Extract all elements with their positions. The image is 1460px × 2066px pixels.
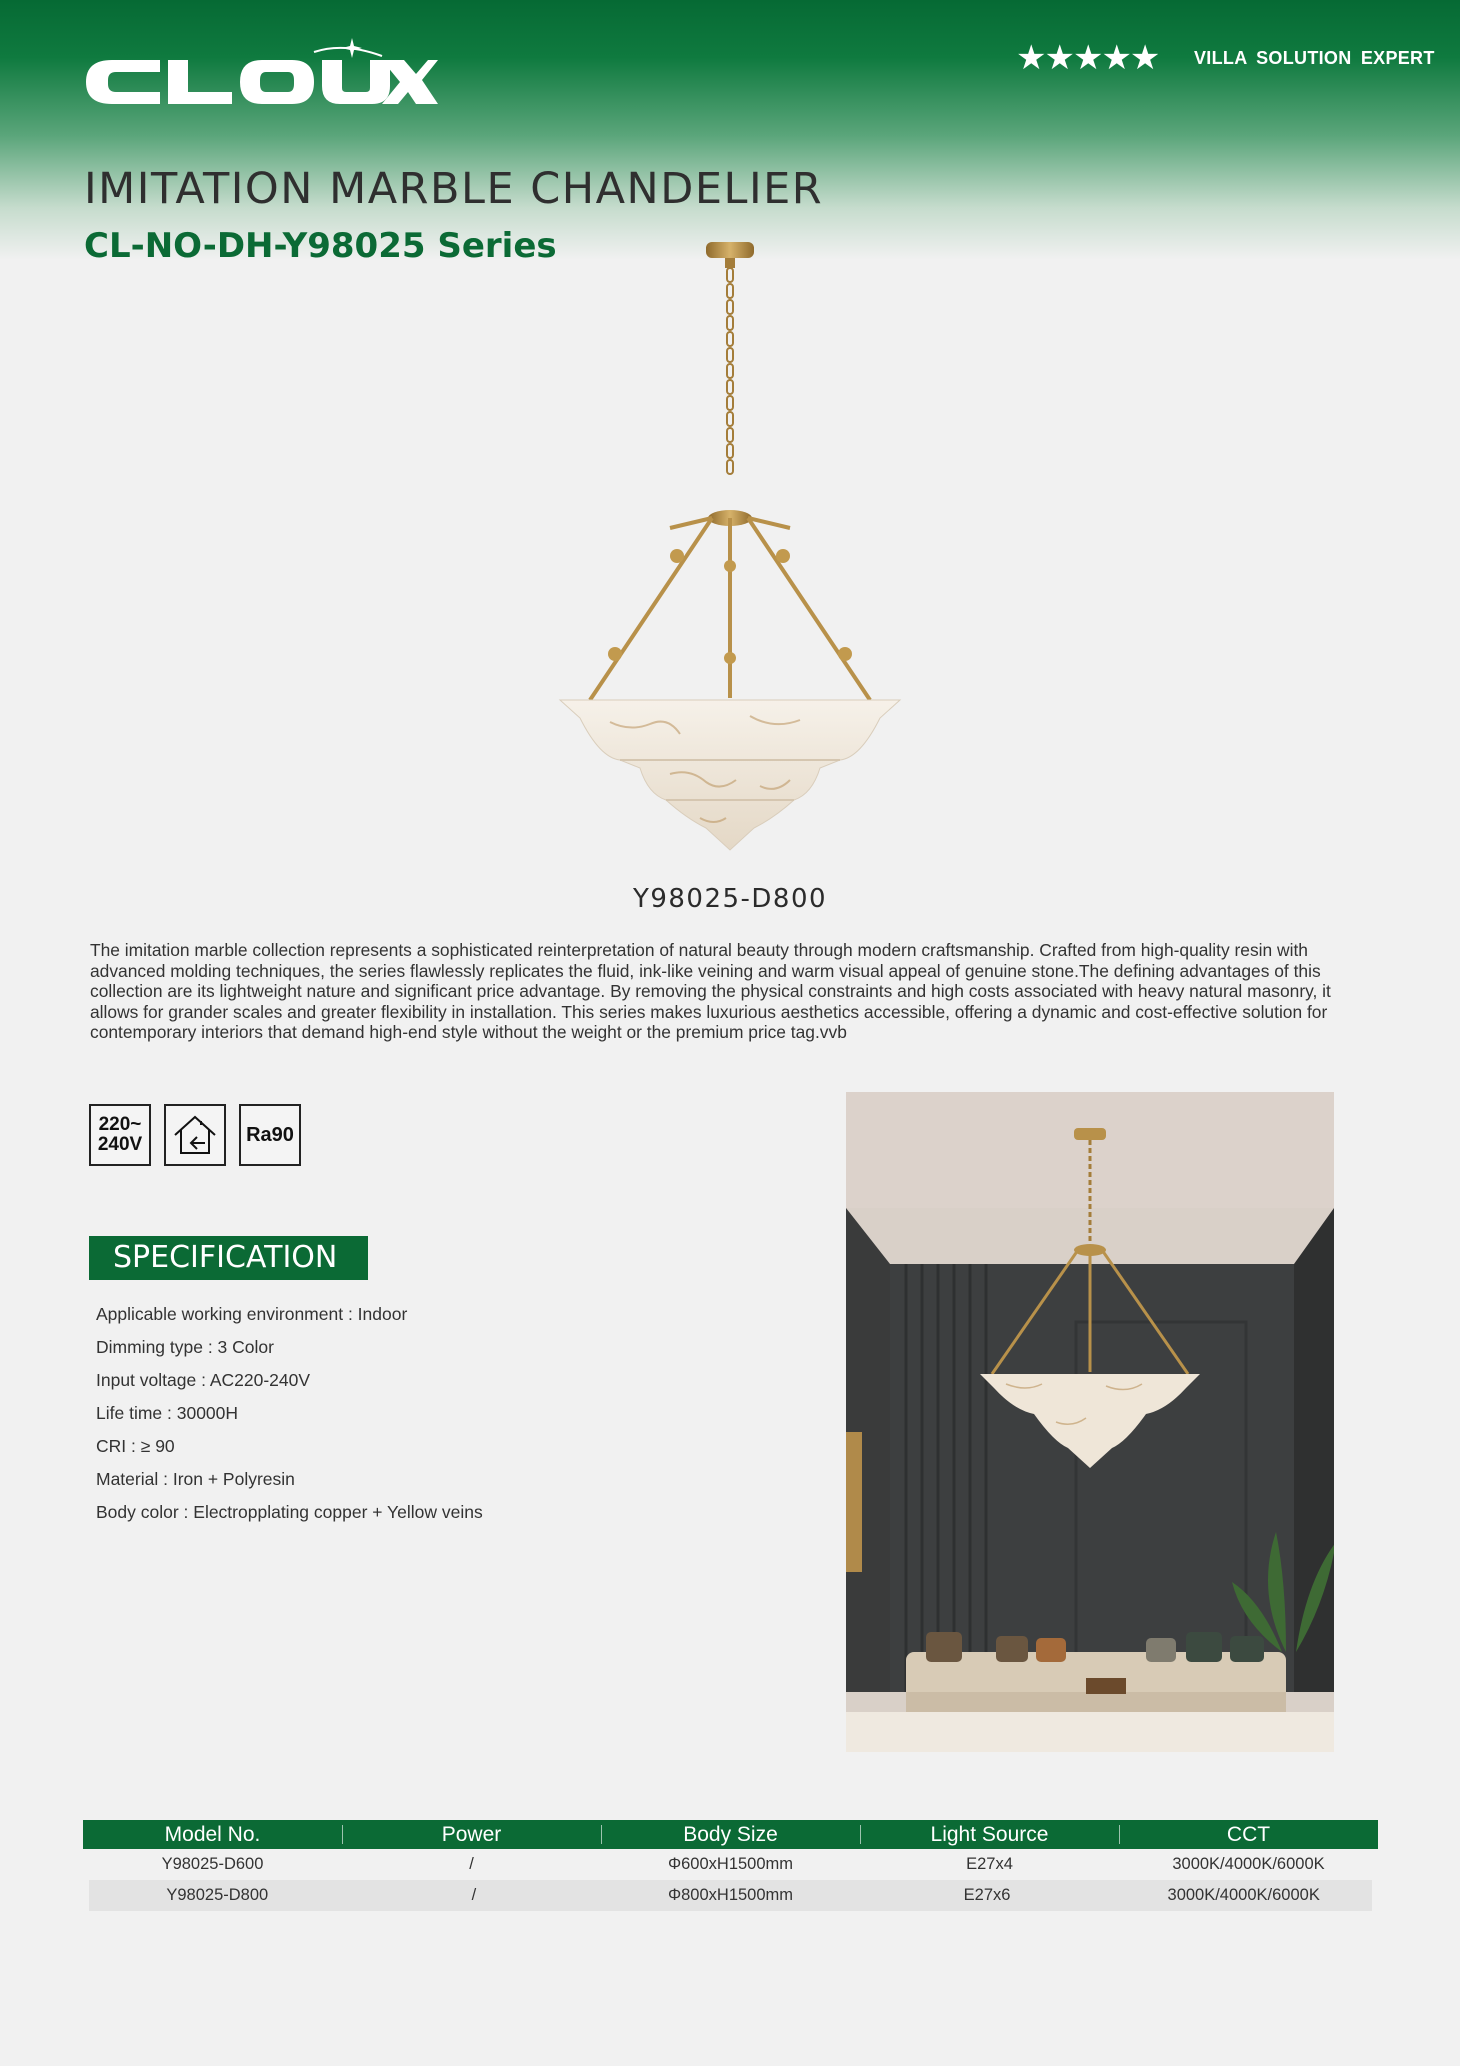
brand-logo bbox=[82, 38, 438, 108]
rating-stars: ★★★★★ bbox=[1016, 38, 1159, 78]
page-title: IMITATION MARBLE CHANDELIER bbox=[84, 164, 824, 214]
table-cell: Y98025-D600 bbox=[161, 1855, 264, 1873]
table-row bbox=[83, 1849, 1378, 1880]
product-description: The imitation marble collection represents a sophisticated reinterpretation of natural beauty through modern craftsmanship. Crafted from high-quality resin with advanced molding techniques, the series flawlessly replicates the fluid, ink-like veining and warm visual appeal of genuine stone.The defining advantages of this collection are its lightweight nature and significant price advantage. By removing the physical constraints and high costs associated with heavy natural masonry, it allows for grander scales and greater flexibility in installation. This series makes luxurious aesthetics accessible, offering a dynamic and cost-effective solution for contemporary interiors that demand high-end style without the weight or the premium price tag.vvb bbox=[90, 940, 1331, 1042]
table-cell: / bbox=[471, 1886, 477, 1904]
voltage-line-2: 240V bbox=[97, 1134, 143, 1155]
spec-item: Input voltage : AC220-240V bbox=[96, 1370, 311, 1390]
spec-item: Dimming type : 3 Color bbox=[96, 1337, 274, 1357]
spec-item: Life time : 30000H bbox=[96, 1403, 239, 1423]
specification-heading: SPECIFICATION bbox=[89, 1236, 368, 1280]
table-cell: / bbox=[469, 1855, 474, 1873]
table-header-cell: Power bbox=[342, 1820, 601, 1849]
table-cell: 3000K/4000K/6000K bbox=[1172, 1855, 1325, 1873]
voltage-line-1: 220~ bbox=[98, 1114, 142, 1135]
model-table bbox=[83, 1820, 1378, 1911]
series-subtitle: CL-NO-DH-Y98025 Series bbox=[84, 226, 557, 266]
room-scene-image bbox=[846, 1092, 1334, 1752]
indoor-house-icon bbox=[171, 1113, 219, 1157]
tagline: VILLA SOLUTION EXPERT bbox=[1194, 48, 1435, 68]
cri-badge: Ra90 bbox=[239, 1104, 301, 1166]
table-cell: Φ800xH1500mm bbox=[667, 1886, 794, 1904]
table-header-cell: Body Size bbox=[601, 1820, 860, 1849]
spec-item: CRI : ≥ 90 bbox=[96, 1436, 175, 1456]
spec-item: Applicable working environment : Indoor bbox=[96, 1304, 408, 1324]
product-caption: Y98025-D800 bbox=[632, 884, 828, 914]
table-cell: E27x4 bbox=[966, 1855, 1013, 1873]
chandelier-product-image bbox=[550, 238, 910, 858]
table-header-cell: Light Source bbox=[860, 1820, 1119, 1849]
spec-item: Body color : Electropplating copper + Yellow veins bbox=[96, 1502, 483, 1522]
table-header-cell: Model No. bbox=[164, 1823, 261, 1846]
table-row bbox=[89, 1880, 1372, 1911]
spec-item: Material : Iron + Polyresin bbox=[96, 1469, 295, 1489]
table-cell: Φ600xH1500mm bbox=[667, 1855, 794, 1873]
specification-list bbox=[96, 1304, 796, 1535]
table-cell: E27x6 bbox=[963, 1886, 1011, 1904]
table-cell: 3000K/4000K/6000K bbox=[1167, 1886, 1320, 1904]
table-header-cell: CCT bbox=[1119, 1820, 1378, 1849]
table-cell: Y98025-D800 bbox=[166, 1886, 269, 1904]
voltage-badge bbox=[89, 1104, 151, 1166]
table-header-row bbox=[83, 1820, 1378, 1849]
indoor-badge bbox=[164, 1104, 226, 1166]
